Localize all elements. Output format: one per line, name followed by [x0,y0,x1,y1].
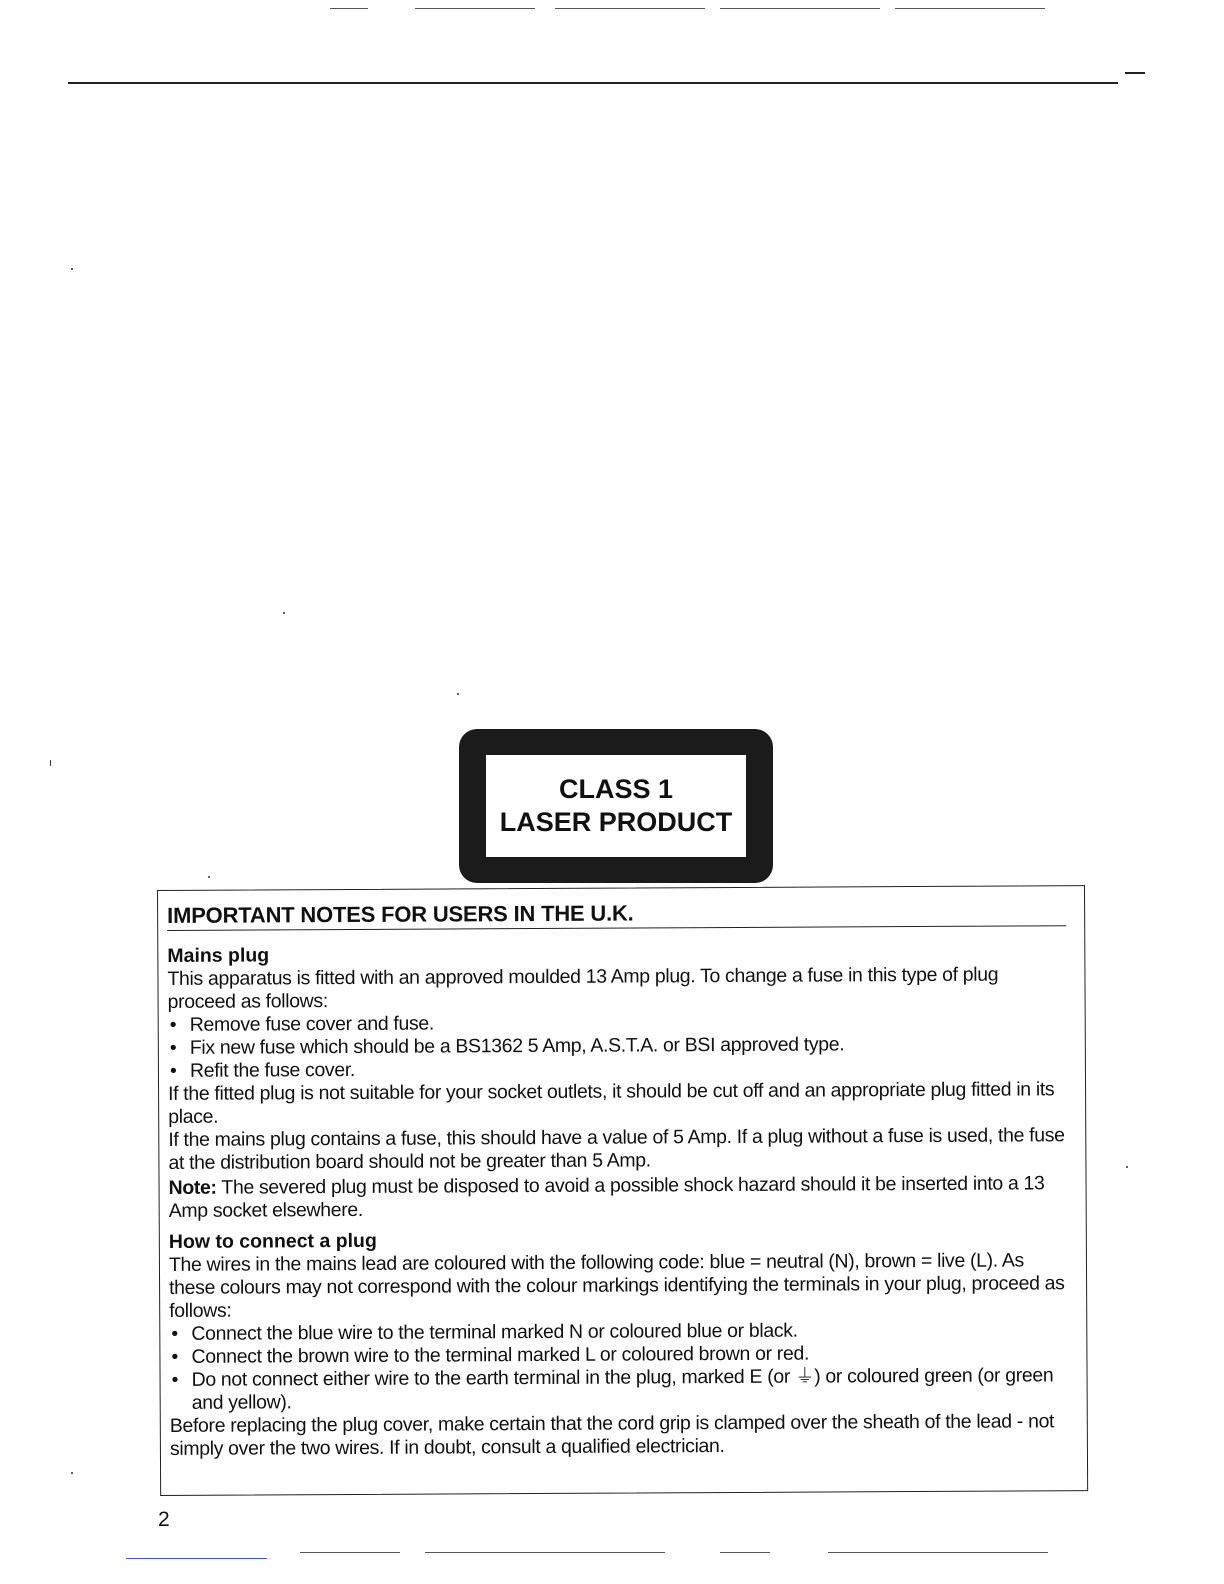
mains-plug-para-2: If the mains plug contains a fuse, this should have a value of 5 Amp. If a plug without a fuse is used, the fuse at the distribution board should not be greater than 5 Amp. [168,1124,1065,1174]
scan-artifact [126,1558,267,1559]
scan-artifact [555,8,705,9]
laser-class-label [459,729,773,883]
page-number: 2 [158,1508,170,1531]
note-text: The severed plug must be disposed to avoid a possible shock hazard should it be inserted into a 13 Amp socket elsewhere. [168,1172,1045,1222]
mains-plug-para-1: If the fitted plug is not suitable for your socket outlets, it should be cut off and an appropriate plug fitted in its place. [168,1078,1055,1128]
scan-artifact [828,1552,1048,1553]
scan-artifact [50,760,51,766]
connect-plug-closing: Before replacing the plug cover, make certain that the cord grip is clamped over the sheath of the lead - not simply over the two wires. If in doubt, consult a qualified electrician. [169,1410,1055,1460]
scan-artifact [300,1552,400,1553]
bullet-icon: • [169,1036,177,1059]
laser-label-product: LASER PRODUCT [499,807,733,837]
header-rule-tail [1125,72,1145,74]
scan-artifact [1126,1166,1128,1168]
list-item [170,1364,1069,1415]
list-item-text: Refit the fuse cover. [189,1058,356,1082]
mains-plug-intro: This apparatus is fitted with an approved moulded 13 Amp plug. To change a fuse in this type of plug proceed as follows: [167,963,999,1013]
laser-label-class: CLASS 1 [558,774,674,804]
list-item [168,1055,1067,1083]
header-rule [68,82,1118,84]
uk-notes-box [157,885,1088,1496]
connect-plug-intro: The wires in the mains lead are coloured with the following code: blue = neutral (N), brown = live (L). As these colours may not correspond with the colour markings identifying the terminals in your plug, proceed as follows: [168,1249,1065,1322]
list-item-text: Connect the blue wire to the terminal marked N or coloured blue or black. [191,1319,798,1345]
mains-plug-steps [168,1009,1067,1083]
scan-artifact [425,1552,665,1553]
laser-label-inner [486,755,746,857]
notes-title: IMPORTANT NOTES FOR USERS IN THE U.K. [167,898,1066,931]
scan-artifact [71,268,73,270]
list-item-text: Remove fuse cover and fuse. [189,1012,434,1036]
connect-plug-heading: How to connect a plug [168,1229,377,1253]
mains-plug-note [169,1172,1068,1223]
list-item-text: Fix new fuse which should be a BS1362 5 Amp, A.S.T.A. or BSI approved type. [189,1033,845,1059]
scan-artifact [720,8,880,9]
scan-artifact [71,1472,73,1474]
connect-plug-steps [169,1318,1068,1415]
list-item-text: Connect the brown wire to the terminal marked L or coloured brown or red. [191,1342,810,1368]
mains-plug-heading: Mains plug [167,944,270,967]
note-label: Note: [168,1176,217,1199]
scan-artifact [895,8,1045,9]
list-item-text: Do not connect either wire to the earth terminal in the plug, marked E (or ⏚) or coloured green (or green and yellow). [191,1364,1054,1414]
bullet-icon: • [171,1368,179,1391]
scan-artifact [457,693,459,695]
scan-artifact [415,8,535,9]
bullet-icon: • [169,1059,177,1082]
bullet-icon: • [171,1322,178,1345]
scan-artifact [283,612,285,614]
bullet-icon: • [169,1013,177,1036]
scan-artifact [720,1552,770,1553]
scan-artifact [208,876,210,878]
scan-artifact [330,8,368,9]
bullet-icon: • [171,1345,178,1368]
